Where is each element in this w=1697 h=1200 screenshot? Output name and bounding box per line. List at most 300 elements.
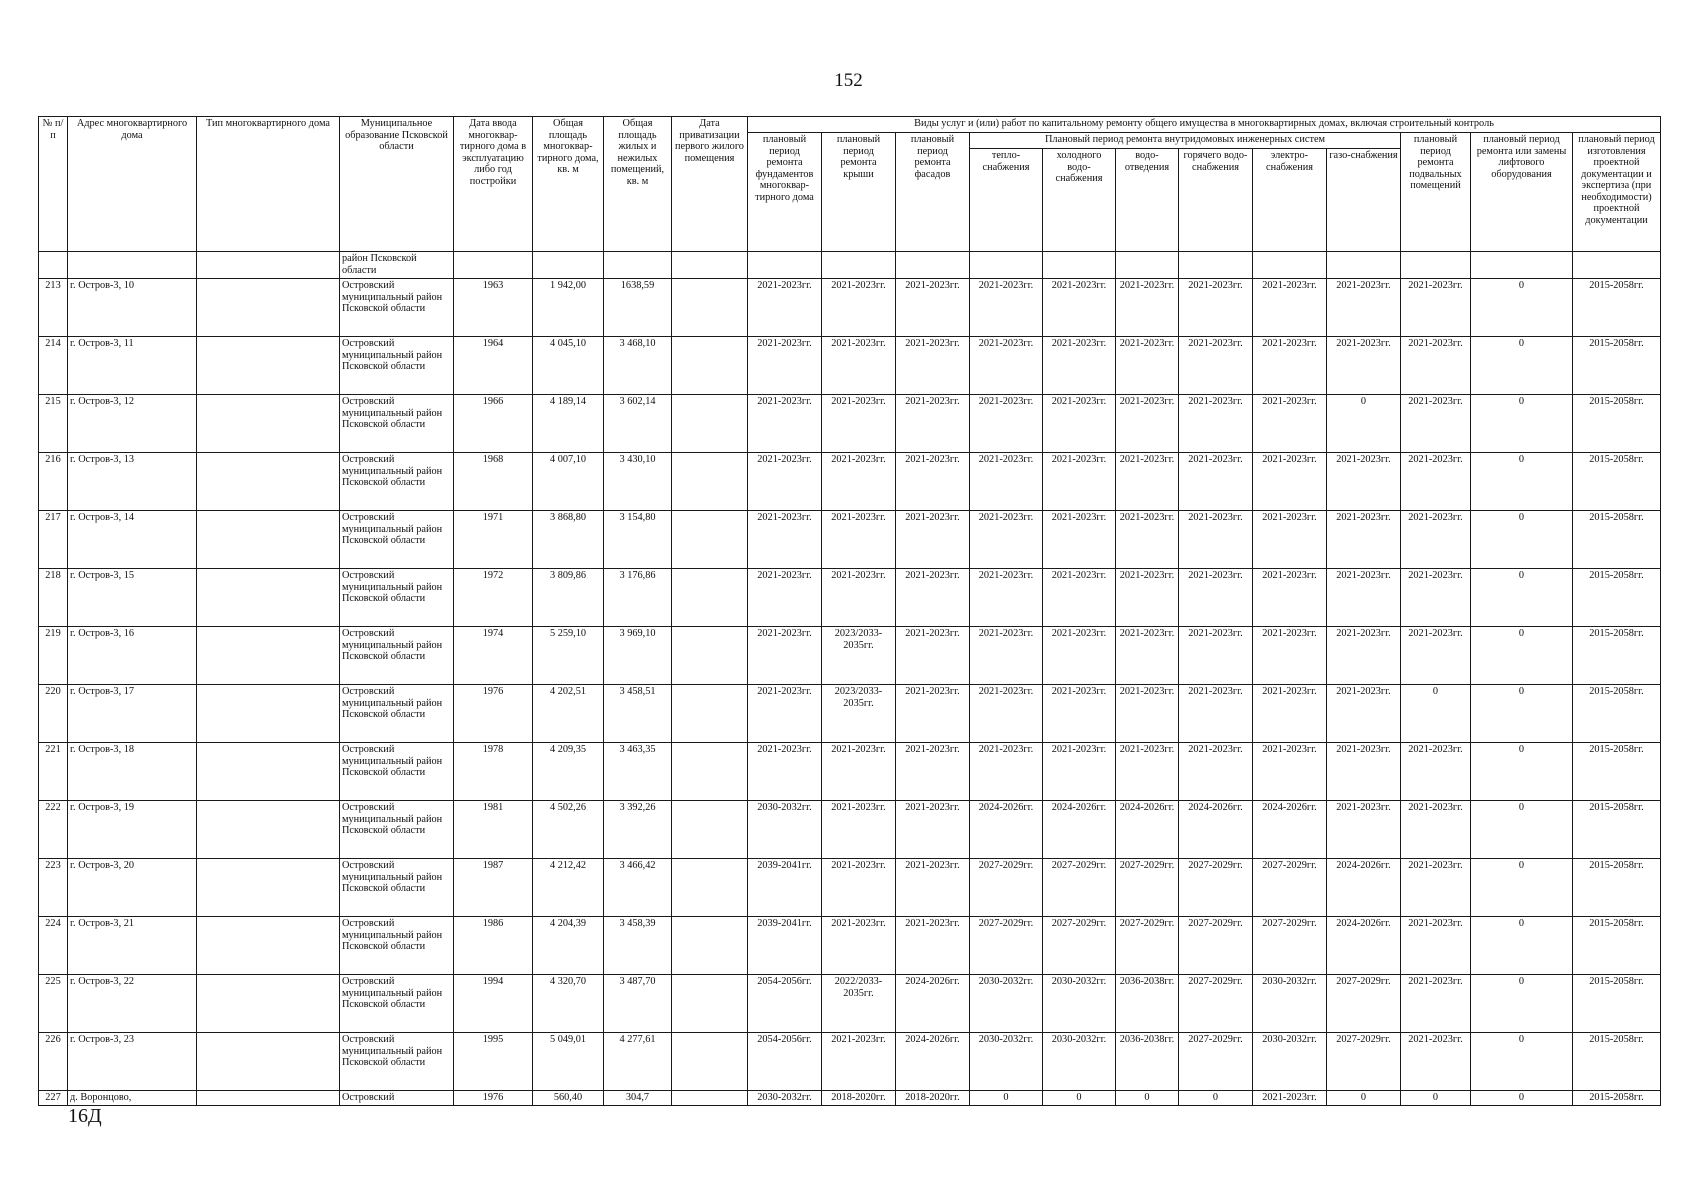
cell-heat: 2021-2023гг. [970, 337, 1043, 395]
cell-num: 221 [39, 743, 68, 801]
cell-total-area: 3 868,80 [533, 511, 604, 569]
cell-gas: 2021-2023гг. [1327, 627, 1401, 685]
cell-cold-water: 2021-2023гг. [1043, 511, 1116, 569]
cell-heat: 2030-2032гг. [970, 975, 1043, 1033]
table-row [39, 743, 1661, 801]
cell-type [197, 627, 340, 685]
cell-municipality: Островский муниципальный район Псковской области [340, 1033, 454, 1091]
cell-design-docs: 2015-2058гг. [1573, 1091, 1661, 1106]
cell-gas: 0 [1327, 395, 1401, 453]
cell-gas: 2021-2023гг. [1327, 453, 1401, 511]
cell-electricity: 2021-2023гг. [1253, 1091, 1327, 1106]
cell-facade: 2021-2023гг. [896, 685, 970, 743]
cell-privatization [672, 627, 748, 685]
cell-living-area: 3 430,10 [604, 453, 672, 511]
cell-basement: 2021-2023гг. [1401, 569, 1471, 627]
cell-address: г. Остров-3, 13 [68, 453, 197, 511]
cell-drainage: 2021-2023гг. [1116, 453, 1179, 511]
cell-municipality: Островский муниципальный район Псковской области [340, 279, 454, 337]
cell-elevator: 0 [1471, 395, 1573, 453]
cell-roof: 2021-2023гг. [822, 395, 896, 453]
cell-municipality: Островский муниципальный район Псковской области [340, 337, 454, 395]
cell-address: г. Остров-3, 18 [68, 743, 197, 801]
cell-design-docs: 2015-2058гг. [1573, 395, 1661, 453]
cell-elevator: 0 [1471, 279, 1573, 337]
table-row [39, 337, 1661, 395]
cell-hot-water: 2027-2029гг. [1179, 975, 1253, 1033]
cell-cold-water: 2030-2032гг. [1043, 975, 1116, 1033]
cell-hot-water: 2021-2023гг. [1179, 337, 1253, 395]
cell-facade: 2021-2023гг. [896, 801, 970, 859]
cell-basement: 2021-2023гг. [1401, 279, 1471, 337]
cell-total-area: 5 049,01 [533, 1033, 604, 1091]
cell-design-docs: 2015-2058гг. [1573, 453, 1661, 511]
header-engineering-group: Плановый период ремонта внутридомовых инженерных систем [970, 133, 1401, 149]
cell-roof: 2023/2033-2035гг. [822, 685, 896, 743]
cell-basement: 2021-2023гг. [1401, 975, 1471, 1033]
cell-total-area: 4 502,26 [533, 801, 604, 859]
cell-heat: 0 [970, 1091, 1043, 1106]
cell-drainage: 2036-2038гг. [1116, 1033, 1179, 1091]
cell-facade: 2018-2020гг. [896, 1091, 970, 1106]
cell-cold-water: 2027-2029гг. [1043, 917, 1116, 975]
cell-cold-water: 2030-2032гг. [1043, 1033, 1116, 1091]
cell-cold-water: 2027-2029гг. [1043, 859, 1116, 917]
cell-hot-water: 2021-2023гг. [1179, 685, 1253, 743]
cell-year: 1986 [454, 917, 533, 975]
cell-foundation: 2039-2041гг. [748, 917, 822, 975]
cell-address: г. Остров-3, 21 [68, 917, 197, 975]
cell-roof: 2021-2023гг. [822, 859, 896, 917]
cell-type [197, 337, 340, 395]
cell-municipality: Островский муниципальный район Псковской области [340, 917, 454, 975]
table-row [39, 1033, 1661, 1091]
cell-basement: 2021-2023гг. [1401, 801, 1471, 859]
cell-municipality: Островский [340, 1091, 454, 1106]
cell-heat: 2021-2023гг. [970, 511, 1043, 569]
cell-num: 222 [39, 801, 68, 859]
cell-electricity: 2021-2023гг. [1253, 627, 1327, 685]
header-drainage: водо-отведения [1116, 149, 1179, 252]
cell-privatization [672, 685, 748, 743]
header-electricity: электро-снабжения [1253, 149, 1327, 252]
header-hot-water: горячего водо-снабжения [1179, 149, 1253, 252]
header-cold-water: холодного водо-снабжения [1043, 149, 1116, 252]
cell-address: г. Остров-3, 19 [68, 801, 197, 859]
cell-design-docs: 2015-2058гг. [1573, 337, 1661, 395]
cell-type [197, 1091, 340, 1106]
cell-drainage: 2027-2029гг. [1116, 859, 1179, 917]
cell-hot-water: 2021-2023гг. [1179, 279, 1253, 337]
cell-design-docs: 2015-2058гг. [1573, 859, 1661, 917]
cell-total-area: 4 209,35 [533, 743, 604, 801]
cell-foundation: 2021-2023гг. [748, 743, 822, 801]
cell-type [197, 395, 340, 453]
cell-drainage: 2021-2023гг. [1116, 279, 1179, 337]
cell-elevator: 0 [1471, 685, 1573, 743]
cell-gas: 2021-2023гг. [1327, 511, 1401, 569]
cell-municipality: Островский муниципальный район Псковской области [340, 395, 454, 453]
cell-facade: 2021-2023гг. [896, 453, 970, 511]
cell-municipality: район Псковской области [340, 252, 454, 279]
cell-heat: 2021-2023гг. [970, 569, 1043, 627]
cell-roof: 2021-2023гг. [822, 453, 896, 511]
cell-hot-water: 2027-2029гг. [1179, 859, 1253, 917]
header-num: № п/п [39, 117, 68, 252]
cell-type [197, 279, 340, 337]
cell-electricity: 2027-2029гг. [1253, 917, 1327, 975]
cell-gas: 2021-2023гг. [1327, 337, 1401, 395]
cell-foundation: 2021-2023гг. [748, 627, 822, 685]
cell-privatization [672, 569, 748, 627]
cell-facade: 2021-2023гг. [896, 917, 970, 975]
cell-facade: 2021-2023гг. [896, 279, 970, 337]
cell-roof: 2021-2023гг. [822, 743, 896, 801]
cell-design-docs: 2015-2058гг. [1573, 743, 1661, 801]
header-elevator: плановый период ремонта или замены лифтового оборудования [1471, 133, 1573, 252]
cell-drainage: 2021-2023гг. [1116, 743, 1179, 801]
cell-foundation: 2039-2041гг. [748, 859, 822, 917]
cell-heat: 2030-2032гг. [970, 1033, 1043, 1091]
cell-drainage: 2024-2026гг. [1116, 801, 1179, 859]
cell-design-docs: 2015-2058гг. [1573, 1033, 1661, 1091]
cell-type [197, 975, 340, 1033]
cell-year: 1978 [454, 743, 533, 801]
cell-year: 1966 [454, 395, 533, 453]
cell-gas: 2027-2029гг. [1327, 975, 1401, 1033]
cell-privatization [672, 975, 748, 1033]
cell-hot-water: 2027-2029гг. [1179, 917, 1253, 975]
cell-privatization [672, 453, 748, 511]
header-basement: плановый период ремонта подвальных помещений [1401, 133, 1471, 252]
cell-roof: 2021-2023гг. [822, 917, 896, 975]
cell-facade: 2024-2026гг. [896, 975, 970, 1033]
cell-foundation: 2021-2023гг. [748, 279, 822, 337]
cell-roof: 2021-2023гг. [822, 569, 896, 627]
cell-heat: 2021-2023гг. [970, 453, 1043, 511]
cell-municipality: Островский муниципальный район Псковской области [340, 569, 454, 627]
cell-num: 226 [39, 1033, 68, 1091]
cell-heat: 2027-2029гг. [970, 859, 1043, 917]
cell-total-area: 560,40 [533, 1091, 604, 1106]
cell-elevator: 0 [1471, 1091, 1573, 1106]
cell-address: г. Остров-3, 17 [68, 685, 197, 743]
cell-basement: 2021-2023гг. [1401, 395, 1471, 453]
table-row [39, 975, 1661, 1033]
cell-cold-water: 2021-2023гг. [1043, 743, 1116, 801]
cell-cold-water: 2021-2023гг. [1043, 569, 1116, 627]
cell-year: 1968 [454, 453, 533, 511]
cell-hot-water: 2021-2023гг. [1179, 511, 1253, 569]
cell-foundation: 2021-2023гг. [748, 395, 822, 453]
header-privatization-date: Дата приватизации первого жилого помещения [672, 117, 748, 252]
cell-year: 1981 [454, 801, 533, 859]
cell-cold-water: 2021-2023гг. [1043, 395, 1116, 453]
cell-basement: 2021-2023гг. [1401, 511, 1471, 569]
cell-hot-water: 2021-2023гг. [1179, 395, 1253, 453]
cell-total-area: 1 942,00 [533, 279, 604, 337]
cell-municipality: Островский муниципальный район Псковской области [340, 685, 454, 743]
table-row [39, 279, 1661, 337]
cell-living-area: 3 154,80 [604, 511, 672, 569]
cell-num: 227 [39, 1091, 68, 1106]
cell-foundation: 2021-2023гг. [748, 569, 822, 627]
cell-foundation: 2030-2032гг. [748, 801, 822, 859]
cell-roof: 2021-2023гг. [822, 1033, 896, 1091]
cell-total-area: 4 045,10 [533, 337, 604, 395]
cell-living-area: 3 463,35 [604, 743, 672, 801]
cell-total-area: 4 204,39 [533, 917, 604, 975]
cell-electricity: 2021-2023гг. [1253, 511, 1327, 569]
cell-gas: 2021-2023гг. [1327, 801, 1401, 859]
cell-year: 1987 [454, 859, 533, 917]
cell-total-area: 3 809,86 [533, 569, 604, 627]
cell-municipality: Островский муниципальный район Псковской области [340, 511, 454, 569]
cell-basement: 2021-2023гг. [1401, 917, 1471, 975]
cell-year: 1976 [454, 685, 533, 743]
cell-electricity: 2027-2029гг. [1253, 859, 1327, 917]
cell-type [197, 859, 340, 917]
cell-address: д. Воронцово, [68, 1091, 197, 1106]
cell-hot-water: 2024-2026гг. [1179, 801, 1253, 859]
cell-roof: 2023/2033-2035гг. [822, 627, 896, 685]
cell-design-docs: 2015-2058гг. [1573, 685, 1661, 743]
cell-address: г. Остров-3, 16 [68, 627, 197, 685]
cell-municipality: Островский муниципальный район Псковской области [340, 743, 454, 801]
cell-elevator: 0 [1471, 453, 1573, 511]
cell-electricity: 2021-2023гг. [1253, 743, 1327, 801]
cell-design-docs: 2015-2058гг. [1573, 569, 1661, 627]
cell-drainage: 2021-2023гг. [1116, 685, 1179, 743]
cell-heat: 2021-2023гг. [970, 279, 1043, 337]
cell-address: г. Остров-3, 10 [68, 279, 197, 337]
cell-cold-water: 2021-2023гг. [1043, 685, 1116, 743]
cell-cold-water: 2021-2023гг. [1043, 627, 1116, 685]
cell-cold-water: 2021-2023гг. [1043, 337, 1116, 395]
table-row [39, 859, 1661, 917]
cell-basement: 2021-2023гг. [1401, 743, 1471, 801]
cell-foundation: 2021-2023гг. [748, 453, 822, 511]
cell-hot-water: 2021-2023гг. [1179, 453, 1253, 511]
header-works-group: Виды услуг и (или) работ по капитальному ремонту общего имущества в многоквартирных домах, включая строительный контроль [748, 117, 1661, 133]
cell-heat: 2021-2023гг. [970, 685, 1043, 743]
cell-type [197, 801, 340, 859]
cell-num: 216 [39, 453, 68, 511]
cell-living-area: 3 176,86 [604, 569, 672, 627]
table-row [39, 627, 1661, 685]
cell-electricity: 2021-2023гг. [1253, 453, 1327, 511]
cell-num: 223 [39, 859, 68, 917]
header-type: Тип многоквартирного дома [197, 117, 340, 252]
table-row [39, 1091, 1661, 1106]
cell-privatization [672, 801, 748, 859]
continuation-row [39, 252, 1661, 279]
cell-total-area: 4 212,42 [533, 859, 604, 917]
table-body [39, 252, 1661, 1106]
cell-privatization [672, 337, 748, 395]
header-heat: тепло-снабжения [970, 149, 1043, 252]
cell-facade: 2021-2023гг. [896, 395, 970, 453]
header-living-area: Общая площадь жилых и нежилых помещений, кв. м [604, 117, 672, 252]
cell-living-area: 3 487,70 [604, 975, 672, 1033]
cell-num: 224 [39, 917, 68, 975]
cell-hot-water: 2021-2023гг. [1179, 743, 1253, 801]
header-roof: плановый период ремонта крыши [822, 133, 896, 252]
cell-type [197, 685, 340, 743]
cell-basement: 2021-2023гг. [1401, 1033, 1471, 1091]
cell-electricity: 2021-2023гг. [1253, 685, 1327, 743]
cell-heat: 2021-2023гг. [970, 627, 1043, 685]
cell-foundation: 2054-2056гг. [748, 1033, 822, 1091]
cell-drainage: 2021-2023гг. [1116, 337, 1179, 395]
cell-roof: 2021-2023гг. [822, 279, 896, 337]
cell-total-area: 4 320,70 [533, 975, 604, 1033]
cell-elevator: 0 [1471, 743, 1573, 801]
header-gas: газо-снабжения [1327, 149, 1401, 252]
cell-type [197, 453, 340, 511]
cell-gas: 2021-2023гг. [1327, 279, 1401, 337]
cell-municipality: Островский муниципальный район Псковской области [340, 975, 454, 1033]
header-total-area: Общая площадь многоквар-тирного дома, кв. м [533, 117, 604, 252]
cell-elevator: 0 [1471, 859, 1573, 917]
cell-hot-water: 2021-2023гг. [1179, 569, 1253, 627]
table-row [39, 917, 1661, 975]
cell-address: г. Остров-3, 11 [68, 337, 197, 395]
cell-type [197, 743, 340, 801]
cell-living-area: 4 277,61 [604, 1033, 672, 1091]
cell-elevator: 0 [1471, 337, 1573, 395]
cell-roof: 2021-2023гг. [822, 337, 896, 395]
cell-year: 1974 [454, 627, 533, 685]
cell-num: 214 [39, 337, 68, 395]
footer-code: 16Д [68, 1105, 102, 1127]
cell-elevator: 0 [1471, 917, 1573, 975]
cell-roof: 2018-2020гг. [822, 1091, 896, 1106]
cell-cold-water: 2021-2023гг. [1043, 279, 1116, 337]
header-design-docs: плановый период изготовления проектной документации и экспертиза (при необходимости) проектной документации [1573, 133, 1661, 252]
header-commission-date: Дата ввода многоквар-тирного дома в эксплуатацию либо год постройки [454, 117, 533, 252]
cell-living-area: 3 468,10 [604, 337, 672, 395]
table-row [39, 511, 1661, 569]
cell-hot-water: 0 [1179, 1091, 1253, 1106]
capital-repair-table [38, 116, 1661, 1106]
cell-basement: 2021-2023гг. [1401, 627, 1471, 685]
cell-electricity: 2030-2032гг. [1253, 1033, 1327, 1091]
cell-facade: 2021-2023гг. [896, 511, 970, 569]
cell-drainage: 2027-2029гг. [1116, 917, 1179, 975]
cell-num: 217 [39, 511, 68, 569]
cell-hot-water: 2027-2029гг. [1179, 1033, 1253, 1091]
cell-year: 1994 [454, 975, 533, 1033]
cell-electricity: 2021-2023гг. [1253, 279, 1327, 337]
cell-design-docs: 2015-2058гг. [1573, 801, 1661, 859]
cell-drainage: 2021-2023гг. [1116, 395, 1179, 453]
cell-municipality: Островский муниципальный район Псковской области [340, 859, 454, 917]
cell-year: 1964 [454, 337, 533, 395]
cell-year: 1963 [454, 279, 533, 337]
cell-num: 219 [39, 627, 68, 685]
cell-design-docs: 2015-2058гг. [1573, 511, 1661, 569]
cell-municipality: Островский муниципальный район Псковской области [340, 627, 454, 685]
cell-drainage: 2021-2023гг. [1116, 569, 1179, 627]
cell-foundation: 2021-2023гг. [748, 337, 822, 395]
cell-privatization [672, 743, 748, 801]
cell-year: 1976 [454, 1091, 533, 1106]
cell-gas: 2027-2029гг. [1327, 1033, 1401, 1091]
cell-facade: 2021-2023гг. [896, 337, 970, 395]
cell-privatization [672, 511, 748, 569]
cell-address: г. Остров-3, 15 [68, 569, 197, 627]
cell-hot-water: 2021-2023гг. [1179, 627, 1253, 685]
cell-municipality: Островский муниципальный район Псковской области [340, 801, 454, 859]
page-number: 152 [834, 70, 863, 91]
cell-living-area: 3 458,51 [604, 685, 672, 743]
cell-gas: 0 [1327, 1091, 1401, 1106]
cell-type [197, 1033, 340, 1091]
header-facade: плановый период ремонта фасадов [896, 133, 970, 252]
table-row [39, 453, 1661, 511]
cell-facade: 2021-2023гг. [896, 569, 970, 627]
cell-facade: 2021-2023гг. [896, 743, 970, 801]
cell-num: 218 [39, 569, 68, 627]
cell-total-area: 4 189,14 [533, 395, 604, 453]
cell-foundation: 2054-2056гг. [748, 975, 822, 1033]
cell-electricity: 2021-2023гг. [1253, 337, 1327, 395]
cell-electricity: 2021-2023гг. [1253, 569, 1327, 627]
cell-roof: 2022/2033-2035гг. [822, 975, 896, 1033]
cell-num: 225 [39, 975, 68, 1033]
cell-facade: 2021-2023гг. [896, 859, 970, 917]
cell-gas: 2021-2023гг. [1327, 569, 1401, 627]
cell-elevator: 0 [1471, 627, 1573, 685]
cell-elevator: 0 [1471, 975, 1573, 1033]
cell-num: 213 [39, 279, 68, 337]
cell-address: г. Остров-3, 14 [68, 511, 197, 569]
table-row [39, 569, 1661, 627]
cell-heat: 2027-2029гг. [970, 917, 1043, 975]
cell-basement: 0 [1401, 685, 1471, 743]
cell-living-area: 304,7 [604, 1091, 672, 1106]
cell-total-area: 4 202,51 [533, 685, 604, 743]
cell-heat: 2021-2023гг. [970, 743, 1043, 801]
cell-drainage: 2036-2038гг. [1116, 975, 1179, 1033]
cell-drainage: 0 [1116, 1091, 1179, 1106]
header-municipality: Муниципальное образование Псковской области [340, 117, 454, 252]
cell-address: г. Остров-3, 22 [68, 975, 197, 1033]
cell-address: г. Остров-3, 12 [68, 395, 197, 453]
cell-num: 220 [39, 685, 68, 743]
cell-type [197, 917, 340, 975]
cell-basement: 0 [1401, 1091, 1471, 1106]
table-row [39, 685, 1661, 743]
cell-privatization [672, 859, 748, 917]
cell-facade: 2024-2026гг. [896, 1033, 970, 1091]
cell-living-area: 3 969,10 [604, 627, 672, 685]
cell-elevator: 0 [1471, 569, 1573, 627]
table-row [39, 395, 1661, 453]
header-foundation: плановый период ремонта фундаментов многоквар-тирного дома [748, 133, 822, 252]
cell-gas: 2024-2026гг. [1327, 917, 1401, 975]
cell-drainage: 2021-2023гг. [1116, 511, 1179, 569]
cell-privatization [672, 279, 748, 337]
cell-basement: 2021-2023гг. [1401, 453, 1471, 511]
cell-living-area: 3 392,26 [604, 801, 672, 859]
cell-basement: 2021-2023гг. [1401, 859, 1471, 917]
cell-design-docs: 2015-2058гг. [1573, 627, 1661, 685]
cell-living-area: 3 602,14 [604, 395, 672, 453]
cell-basement: 2021-2023гг. [1401, 337, 1471, 395]
cell-living-area: 3 458,39 [604, 917, 672, 975]
